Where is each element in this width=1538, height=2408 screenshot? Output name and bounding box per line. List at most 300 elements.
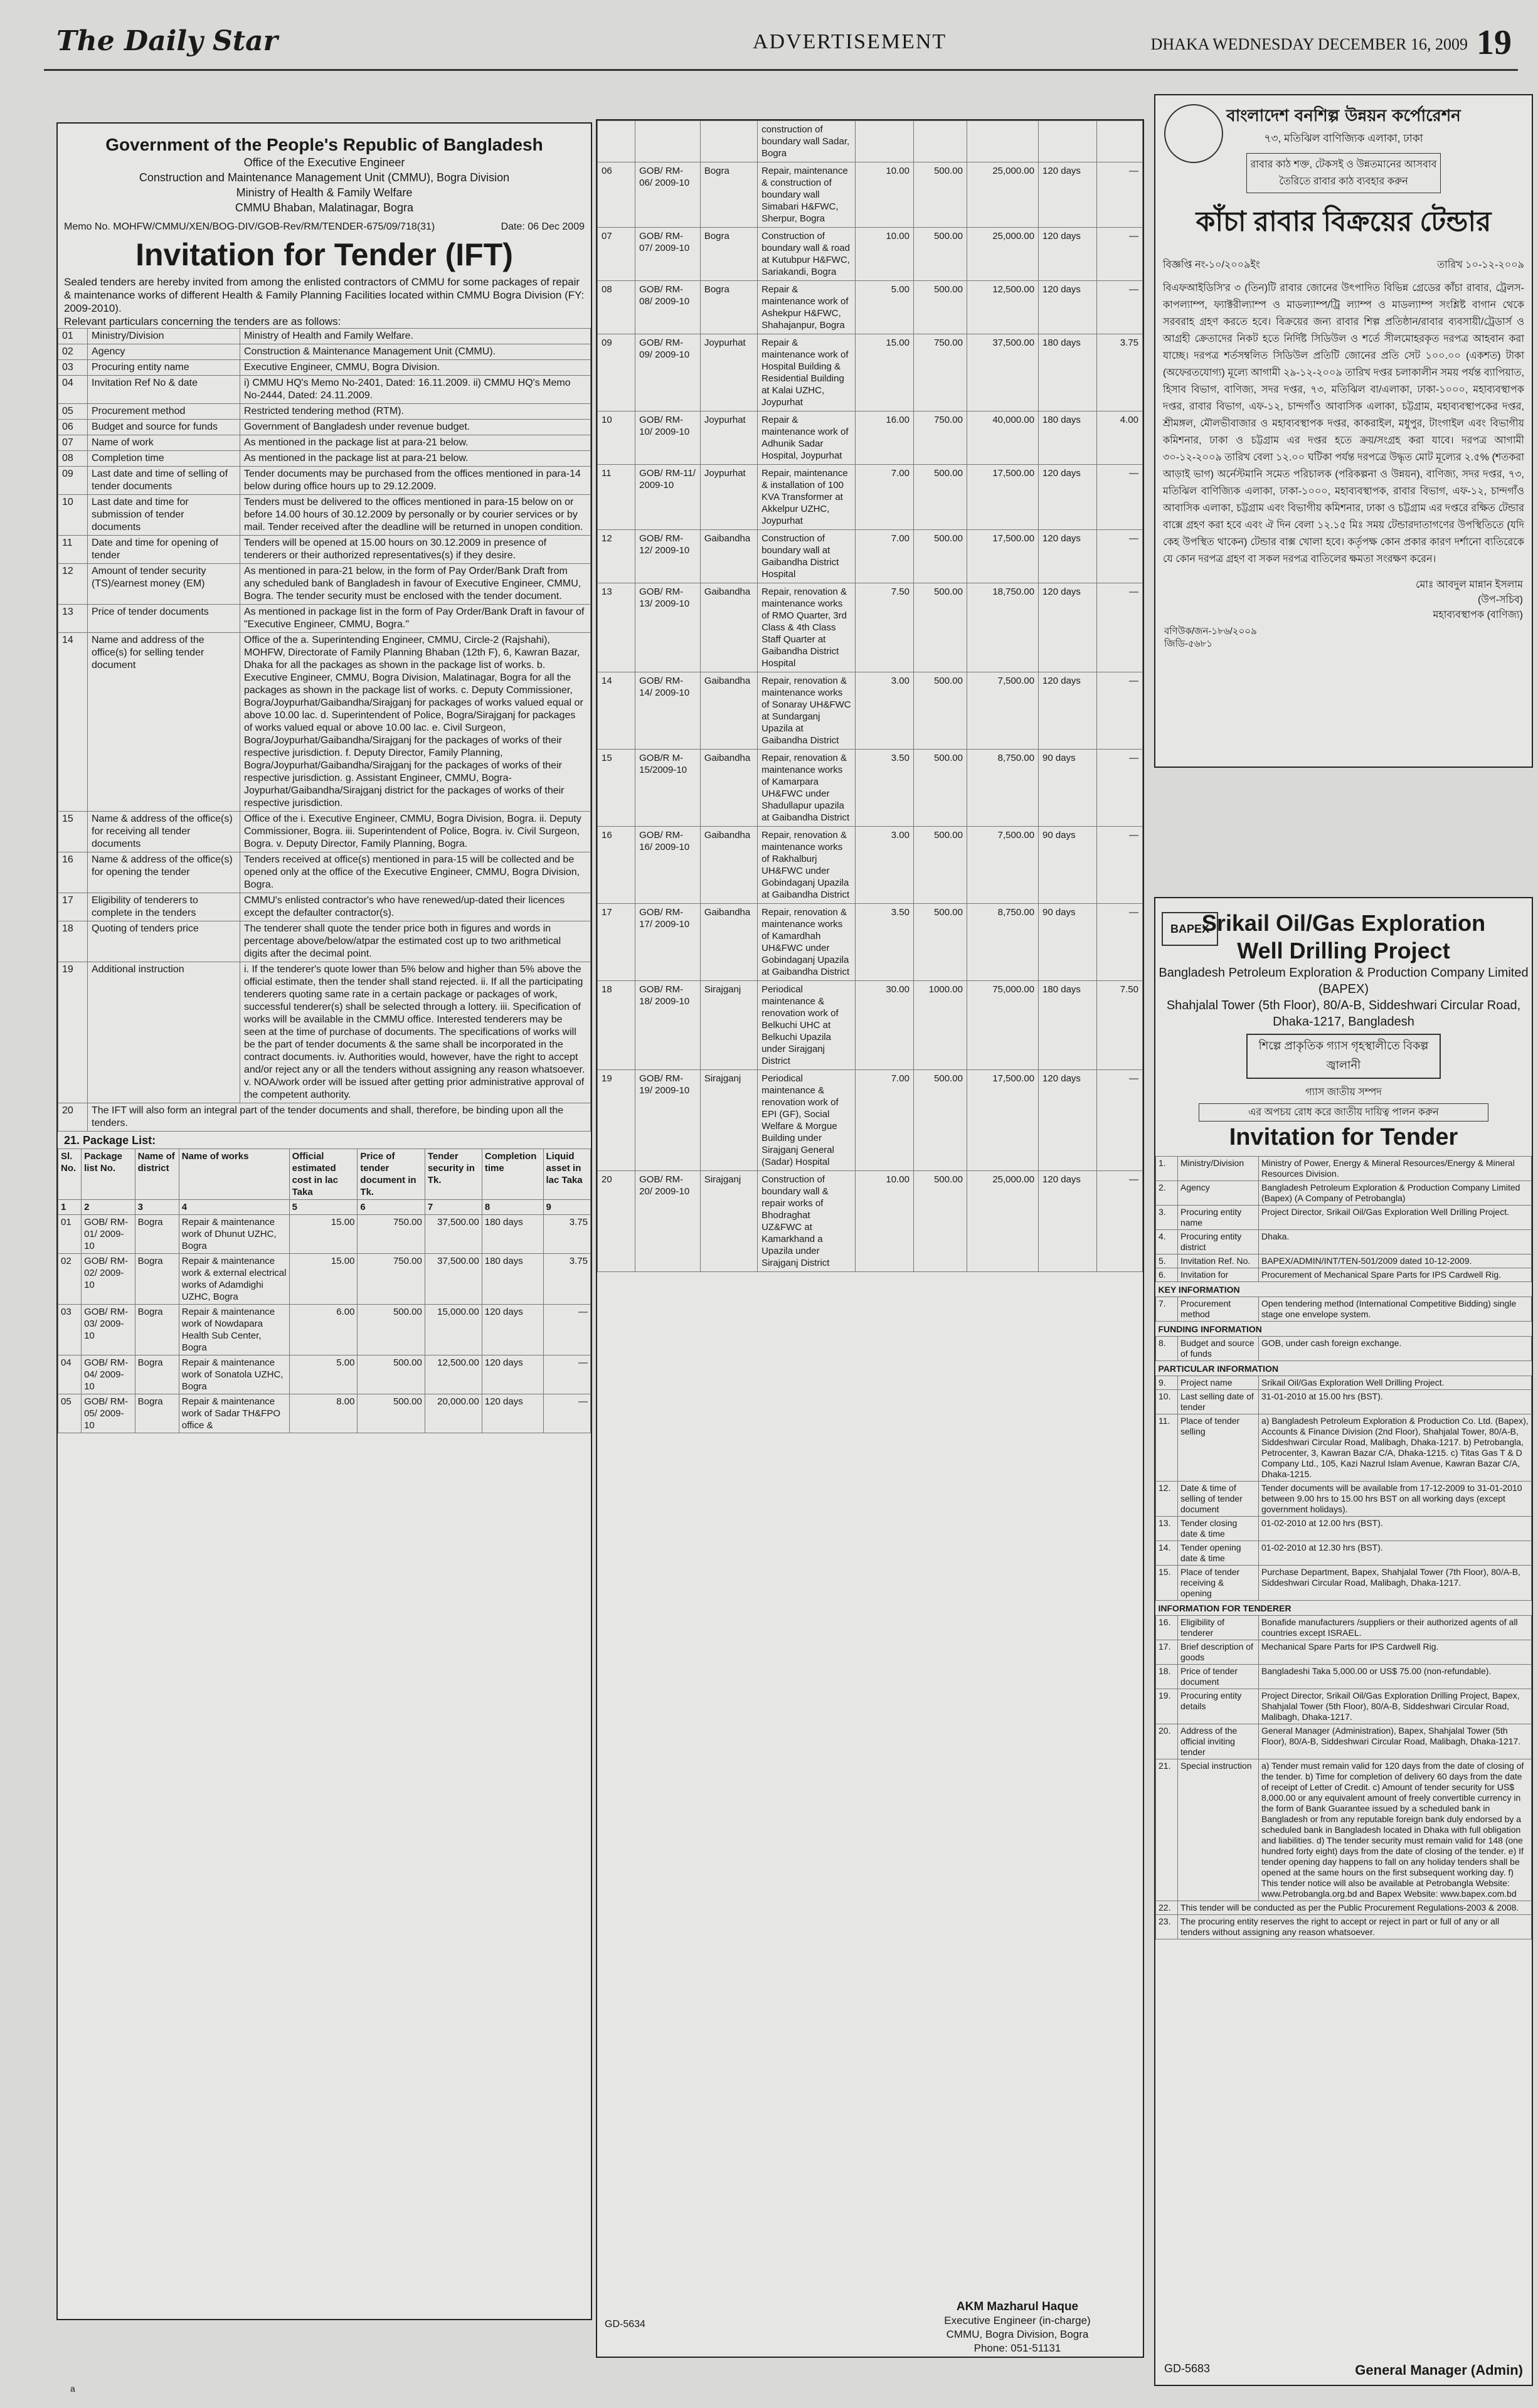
bapex-signer: General Manager (Admin) (1355, 2362, 1523, 2378)
table-cell: — (1097, 1070, 1143, 1171)
row-key: Tender closing date & time (1178, 1517, 1259, 1541)
table-cell: Repair, renovation & maintenance works of RMO Quarter, 3rd Class & 4th Class Staff Quarter at Gaibandha District Hospital (758, 583, 856, 672)
package-list-table (58, 1148, 591, 1433)
ministry-line: Ministry of Health & Family Welfare (236, 186, 413, 199)
row-key: Agency (88, 344, 240, 360)
table-row (598, 981, 1143, 1070)
notice-body: বিএফআইডিসি'র ৩ (তিন)টি রাবার জোনের উৎপাদিত বিভিন্ন গ্রেডের কাঁচা রাবার, ট্রেলস-কাপল্যাম্প, ফ্যাক্টরীল্যাম্প ও মাডল্যাম্প/ট্রি ল্যাম্প ও মাডল্যাম্প সংশ্লিষ্ট বাগান থেকে সরবরাহ গ্রহণ করতে হবে। বিক্রয়ের জন্য রাবার শিল্প প্রতিষ্ঠান/রাবার ব্যবসায়ী/ট্রেডার্স ও আগ্রহী ক্রেতাদের নিকট হতে নির্দিষ্ট সিডিউল ও শর্তে সীলমোহরকৃত দরপত্র আহবান করা যাচ্ছে। দরপত্র শর্তসম্বলিত সিডিউল প্রতিটি জোনের প্রতি সেট ১০০.০০ (একশত) টাকা (অফেরতযোগ্য) মূল্যে আগামী ২৯-১২-২০০৯ তারিখ দপ্তর চলাকালীন সময় পর্যন্ত ব্যাপিয়াত, হিসাব বিভাগ, বাণিজ্য, সদর দপ্তর, ৭৩, মতিঝিল বা/এলাকা, ঢাকা-১০০০, মহাব্যবস্থাপক দপ্তর, রাবার বিভাগ, এফ-১২, চান্দগাঁও আবাসিক এলাকা, চট্টগ্রাম, মহাব্যবস্থাপকের দপ্তর, শ্রীমঙ্গল, মৌলভীবাজার ও মহাব্যবস্থাপক দপ্তর, কাকরাইল, মধুপুর, টাংগাইল এবং বিভাগীয় কমিশনার, ঢাকা ও চট্টগ্রাম এর দপ্তর হতে ক্রয়/সংগ্রহ করা যাবে। দরপত্র আগামী ৩০-১২-২০০৯ তারিখ বেলা ১২.০০ ঘটিকা পর্যন্ত দরপত্রে উদ্ধৃত মোট মূল্যের ২.৫% (শতকরা আড়াই ভাগ) অর্নেস্টমানি সমেত পরিচালক (পরিকল্পনা ও উন্নয়ন), বাণিজ্য, সদর দপ্তর, ৭৩, মতিঝিল বাণিজ্যিক এলাকা, ঢাকা-১০০০, মহাব্যবস্থাপক, রাবার বিভাগ, এফ-১২, চান্দগাঁও আবাসিক এলাকা, চট্টগ্রাম এবং বিভাগীয় কমিশনার, ঢাকা ও চট্টগ্রাম এর দপ্তরে রক্ষিত টেন্ডার বাক্সে গ্রহণ করা হবে এবং ঐ দিন বেলা ১২.১৫ মিঃ সময় টেন্ডারদাতাগণের উপস্থিতিতে (যদি কেহ উপস্থিত থাকেন) টেন্ডার বাক্স খোলা হবে। কর্তৃপক্ষ কোন প্রকার কারণ দর্শানো ব্যতিরেকে যে কোন দরপত্র গ্রহণ বা সকল দরপত্র বাতিলের ক্ষমতা সংরক্ষণ করেন। (1163, 283, 1524, 565)
row-value: Executive Engineer, CMMU, Bogra Division. (240, 360, 591, 376)
row-key: Name of work (88, 435, 240, 451)
row-value: Construction & Maintenance Management Unit (CMMU). (240, 344, 591, 360)
project-title-line-1: Srikail Oil/Gas Exploration (1201, 910, 1486, 936)
table-cell: 18,750.00 (967, 583, 1038, 672)
row-value: Office of the a. Superintending Engineer, CMMU, Circle-2 (Rajshahi), MOHFW, Directorate of Family Planning Bhaban (12th F), 6, Kawran Bazar, Dhaka for all the packages as shown in the package list of works. b. Executive Engineer, CMMU, Bogra Division, Malatinagar, Bogra for all the packages as shown in the package list of works. c. Deputy Commissioner, Bogra/Joypurhat/Gaibandha/Sirajganj for packages of works valued equal or above 10.00 lac. d. Superintendent of Police, Bogra/Sirajganj for packages of works valued equal or above 10.00 lac. e. Civil Surgeon, Bogra/Joypurhat/Gaibandha/Sirajganj for the packages of works of their respective jurisdiction. f. Deputy Director, Family Planning, Bogra/Joypurhat/Gaibandha/Sirajganj for the packages of works of their respective jurisdiction. g. Assistant Engineer, CMMU, Bogra-Joypurhat/Gaibandha/Sirajganj district for the packages of works of their respective jurisdiction. (240, 633, 591, 812)
row-number: 13 (58, 605, 88, 633)
table-row (1156, 1230, 1532, 1254)
row-value: GOB, under cash foreign exchange. (1259, 1337, 1532, 1361)
table-cell: 3.50 (855, 750, 913, 827)
table-row (1156, 1206, 1532, 1230)
table-cell: 500.00 (913, 465, 967, 530)
masthead (44, 19, 1518, 71)
table-cell: GOB/ RM-07/ 2009-10 (635, 228, 701, 281)
memo-row (58, 215, 591, 233)
table-row (598, 1070, 1143, 1171)
table-cell: 15.00 (855, 334, 913, 411)
row-number: 8. (1156, 1337, 1178, 1361)
gd-code: GD-5683 (1164, 2362, 1211, 2375)
table-cell: Bogra (135, 1305, 179, 1355)
row-number: 16 (58, 852, 88, 893)
table-cell: Construction of boundary wall & road at Kutubpur H&FWC, Sariakandi, Bogra (758, 228, 856, 281)
row-number: 14 (58, 633, 88, 812)
corporation-name: বাংলাদেশ বনশিল্প উন্নয়ন কর্পোরেশন (1226, 107, 1461, 125)
table-cell: 120 days (482, 1355, 543, 1394)
bapex-address: Shahjalal Tower (5th Floor), 80/A-B, Siddeshwari Circular Road, Dhaka-1217, Bangladesh (1166, 999, 1521, 1029)
ift-particulars-table (58, 328, 591, 1132)
table-cell: 8,750.00 (967, 750, 1038, 827)
column-index: 1 (58, 1200, 82, 1215)
table-cell: GOB/ RM-20/ 2009-10 (635, 1171, 701, 1272)
table-cell: 3.75 (543, 1215, 591, 1254)
table-cell: 120 days (1039, 1070, 1097, 1171)
table-cell: 25,000.00 (967, 228, 1038, 281)
table-row (58, 420, 591, 435)
table-row (598, 530, 1143, 583)
row-value: As mentioned in package list in the form of Pay Order/Bank Draft in favour of "Executive Engineer, CMMU, Bogra." (240, 605, 591, 633)
table-cell: 120 days (482, 1394, 543, 1433)
table-cell: Gaibandha (700, 583, 757, 672)
row-value: i) CMMU HQ's Memo No-2401, Dated: 16.11.2009. ii) CMMU HQ's Memo No-2444, Dated: 24.11.2009. (240, 376, 591, 404)
table-row (58, 893, 591, 921)
table-row (598, 904, 1143, 981)
table-cell: Repair, maintenance & construction of boundary wall Simabari H&FWC, Sherpur, Bogra (758, 162, 856, 228)
table-cell: 20 (598, 1171, 635, 1272)
table-cell: 90 days (1039, 827, 1097, 904)
row-key: Date and time for opening of tender (88, 536, 240, 564)
table-cell: 7.00 (855, 530, 913, 583)
table-cell: Bogra (700, 228, 757, 281)
table-row (598, 1171, 1143, 1272)
rubber-tender-advertisement (1154, 94, 1533, 768)
table-cell: Bogra (135, 1355, 179, 1394)
corporation-seal-icon (1164, 104, 1223, 163)
row-number: 20. (1156, 1724, 1178, 1759)
column-header: Official estimated cost in lac Taka (289, 1149, 358, 1200)
corporation-address: ৭৩, মতিঝিল বাণিজ্যিক এলাকা, ঢাকা (1264, 132, 1423, 144)
table-cell: 90 days (1039, 750, 1097, 827)
table-cell: 25,000.00 (967, 162, 1038, 228)
gd-code: GD-5634 (605, 2319, 645, 2330)
table-cell: 8.00 (289, 1394, 358, 1433)
row-number: 05 (58, 404, 88, 420)
table-row (58, 921, 591, 962)
row-number: 6. (1156, 1268, 1178, 1282)
package-header-row (58, 1149, 591, 1200)
table-cell: 3.50 (855, 904, 913, 981)
table-cell: GOB/ RM-05/ 2009-10 (82, 1394, 135, 1433)
table-cell: 3.00 (855, 672, 913, 750)
newspaper-logo: The Daily Star (56, 25, 278, 57)
row-value: Project Director, Srikail Oil/Gas Exploration Drilling Project, Bapex, Shahjalal Tower (5th Floor), 80/A-B, Siddeshwari Circular Road, Malibagh, Dhaka-1217. (1259, 1689, 1532, 1724)
table-row (58, 360, 591, 376)
section-label: FUNDING INFORMATION (1158, 1324, 1262, 1334)
row-key: Procuring entity district (1178, 1230, 1259, 1254)
table-cell: 500.00 (913, 281, 967, 334)
table-cell: — (1097, 465, 1143, 530)
table-cell: Repair & maintenance work of Sonatola UZHC, Bogra (179, 1355, 289, 1394)
table-cell: 7,500.00 (967, 672, 1038, 750)
section-label: PARTICULAR INFORMATION (1158, 1364, 1279, 1374)
table-cell: 10 (598, 411, 635, 465)
row-value: The IFT will also form an integral part of the tender documents and shall, therefore, be binding upon all the tenders. (88, 1103, 591, 1132)
row-number: 02 (58, 344, 88, 360)
row-value: i. If the tenderer's quote lower than 5% below and higher than 5% above the official estimate, then the tender shall stand rejected. ii. If all the participating tenderers quoting same rate in a certain package or packages of work, successful tenderer(s) shall be selected through a lottery. iii. Specification of works will be available in the CMMU office. Interested tenderers may be seen at the time of purchase of documents. The specifications of works will be the part of tender documents & the same shall be incorporated in the contract documents. iv. Authorities would, however, have the right to accept and/or reject any or all the tenders without assigning any reason whatsoever. v. NOA/work order will be issued after getting prior administrative approval of the competent authority. (240, 962, 591, 1103)
row-value: BAPEX/ADMIN/INT/TEN-501/2009 dated 10-12-2009. (1259, 1254, 1532, 1268)
row-key: Last date and time for submission of tender documents (88, 495, 240, 536)
row-key: Invitation Ref. No. (1178, 1254, 1259, 1268)
table-cell: 12,500.00 (425, 1355, 482, 1394)
row-value: Tenders must be delivered to the offices mentioned in para-15 below on or before 14.00 hours of 30.12.2009 by personally or by courier services or by mail. Tender received after the deadline will be returned in unopen condition. (240, 495, 591, 536)
ift-advertisement (56, 122, 592, 2320)
table-cell: 20,000.00 (425, 1394, 482, 1433)
row-key: Place of tender receiving & opening (1178, 1566, 1259, 1601)
table-cell: 10.00 (855, 228, 913, 281)
row-key: Last selling date of tender (1178, 1390, 1259, 1414)
row-value: Bonafide manufacturers /suppliers or their authorized agents of all countries except ISRAEL. (1259, 1616, 1532, 1640)
table-cell: — (1097, 530, 1143, 583)
dateline: DHAKA WEDNESDAY DECEMBER 16, 2009 (1150, 35, 1468, 53)
table-row (598, 465, 1143, 530)
table-row (1156, 1376, 1532, 1390)
table-cell: GOB/ RM-16/ 2009-10 (635, 827, 701, 904)
table-row (1156, 1566, 1532, 1601)
table-cell: 120 days (1039, 228, 1097, 281)
row-key: Eligibility of tenderers to complete in the tenders (88, 893, 240, 921)
signer-title: Executive Engineer (in-charge) (944, 2315, 1091, 2326)
row-number: 12 (58, 564, 88, 605)
row-number: 21. (1156, 1759, 1178, 1901)
table-cell: 06 (598, 162, 635, 228)
row-number: 1. (1156, 1157, 1178, 1181)
column-index: 9 (543, 1200, 591, 1215)
table-cell: 14 (598, 672, 635, 750)
table-row (1156, 1254, 1532, 1268)
table-cell: 15,000.00 (425, 1305, 482, 1355)
table-cell: 7.50 (855, 583, 913, 672)
table-row (58, 812, 591, 852)
row-number: 08 (58, 451, 88, 467)
table-cell: GOB/ RM-06/ 2009-10 (635, 162, 701, 228)
table-cell: 3.75 (1097, 334, 1143, 411)
table-cell: 6.00 (289, 1305, 358, 1355)
row-key: Procurement method (88, 404, 240, 420)
table-cell: 07 (598, 228, 635, 281)
table-cell: 5.00 (289, 1355, 358, 1394)
column-index: 2 (82, 1200, 135, 1215)
table-cell: 30.00 (855, 981, 913, 1070)
table-cell: Repair, renovation & maintenance works of Rakhalburj UH&FWC under Gobindaganj Upazila at Gaibandha District (758, 827, 856, 904)
row-value: Ministry of Power, Energy & Mineral Resources/Energy & Mineral Resources Division. (1259, 1157, 1532, 1181)
row-value: Government of Bangladesh under revenue budget. (240, 420, 591, 435)
table-cell: 5.00 (855, 281, 913, 334)
signer-title: মহাব্যবস্থাপক (বাণিজ্য) (1433, 610, 1523, 620)
table-cell: Repair & maintenance work of Nowdapara Health Sub Center, Bogra (179, 1305, 289, 1355)
row-number: 10 (58, 495, 88, 536)
memo-date: Date: 06 Dec 2009 (501, 221, 585, 232)
table-row (58, 404, 591, 420)
table-row (1156, 1640, 1532, 1665)
table-cell: 10.00 (855, 1171, 913, 1272)
row-number: 5. (1156, 1254, 1178, 1268)
table-row (598, 281, 1143, 334)
row-key: Procuring entity name (88, 360, 240, 376)
table-cell: GOB/ RM-03/ 2009-10 (82, 1305, 135, 1355)
row-value: Purchase Department, Bapex, Shahjalal Tower (7th Floor), 80/A-B, Siddeshwari Circular Road, Malibagh, Dhaka-1217. (1259, 1566, 1532, 1601)
column-header: Name of district (135, 1149, 179, 1200)
row-number: 7. (1156, 1297, 1178, 1322)
table-cell: — (1097, 672, 1143, 750)
table-cell: 17,500.00 (967, 530, 1038, 583)
table-cell: GOB/ RM-19/ 2009-10 (635, 1070, 701, 1171)
memo-number: Memo No. MOHFW/CMMU/XEN/BOG-DIV/GOB-Rev/RM/TENDER-675/09/718(31) (64, 221, 435, 232)
table-cell: 15 (598, 750, 635, 827)
package-list-continuation (596, 119, 1144, 2358)
table-cell: 500.00 (913, 1070, 967, 1171)
package-continuation-table (597, 120, 1143, 1272)
table-cell: — (1097, 583, 1143, 672)
table-row (58, 344, 591, 360)
row-number: 22. (1156, 1901, 1178, 1915)
column-index: 4 (179, 1200, 289, 1215)
section-row (1156, 1282, 1532, 1297)
row-value: 01-02-2010 at 12.00 hrs (BST). (1259, 1517, 1532, 1541)
table-cell: 08 (598, 281, 635, 334)
gas-slogan: গ্যাস জাতীয় সম্পদ (1305, 1087, 1382, 1098)
table-cell: 120 days (1039, 530, 1097, 583)
table-cell: Construction of boundary wall at Gaibandha District Hospital (758, 530, 856, 583)
row-key: Procuring entity name (1178, 1206, 1259, 1230)
table-cell: 17,500.00 (967, 1070, 1038, 1171)
table-cell: 120 days (482, 1305, 543, 1355)
table-cell: 7,500.00 (967, 827, 1038, 904)
table-cell: 16 (598, 827, 635, 904)
row-key: Ministry/Division (1178, 1157, 1259, 1181)
row-key: Project name (1178, 1376, 1259, 1390)
row-value: Tenders will be opened at 15.00 hours on 30.12.2009 in presence of tenderers or their authorized representatives(s) if they desire. (240, 536, 591, 564)
table-cell: Repair & maintenance work of Hospital Building & Residential Building at Kalai UZHC, Joypurhat (758, 334, 856, 411)
table-cell: Joypurhat (700, 411, 757, 465)
bhaban-line: CMMU Bhaban, Malatinagar, Bogra (235, 201, 414, 214)
table-row (58, 962, 591, 1103)
table-cell: 15.00 (289, 1254, 358, 1305)
table-cell: 3.75 (543, 1254, 591, 1305)
table-cell: 500.00 (358, 1394, 425, 1433)
table-cell: 120 days (1039, 583, 1097, 672)
table-row (1156, 1337, 1532, 1361)
table-row (58, 376, 591, 404)
row-value: Ministry of Health and Family Welfare. (240, 329, 591, 344)
table-cell: Repair & maintenance work of Adhunik Sadar Hospital, Joypurhat (758, 411, 856, 465)
row-key: Place of tender selling (1178, 1414, 1259, 1482)
table-cell: 19 (598, 1070, 635, 1171)
row-key: Budget and source for funds (88, 420, 240, 435)
table-row (58, 852, 591, 893)
table-cell: 120 days (1039, 672, 1097, 750)
table-cell: 120 days (1039, 465, 1097, 530)
table-cell: 120 days (1039, 1171, 1097, 1272)
table-cell: 25,000.00 (967, 1171, 1038, 1272)
row-key: Agency (1178, 1181, 1259, 1206)
column-header: Price of tender document in Tk. (358, 1149, 425, 1200)
row-value: Restricted tendering method (RTM). (240, 404, 591, 420)
table-cell: 500.00 (913, 228, 967, 281)
table-cell: 37,500.00 (967, 334, 1038, 411)
column-index: 8 (482, 1200, 543, 1215)
table-row (1156, 1541, 1532, 1566)
table-cell: 500.00 (913, 750, 967, 827)
row-number: 3. (1156, 1206, 1178, 1230)
table-cell: 37,500.00 (425, 1254, 482, 1305)
row-number: 12. (1156, 1482, 1178, 1517)
table-cell: 500.00 (913, 827, 967, 904)
table-cell: Repair & maintenance work of Dhunut UZHC, Bogra (179, 1215, 289, 1254)
row-key: Eligibility of tenderer (1178, 1616, 1259, 1640)
row-key: Name & address of the office(s) for opening the tender (88, 852, 240, 893)
row-key: Name & address of the office(s) for receiving all tender documents (88, 812, 240, 852)
table-cell: 12,500.00 (967, 281, 1038, 334)
table-cell: — (1097, 281, 1143, 334)
table-cell: 500.00 (358, 1355, 425, 1394)
row-value: General Manager (Administration), Bapex, Shahjalal Tower (5th Floor), 80/A-B, Siddeshwari Circular Road, Malibagh, Dhaka-1217. (1259, 1724, 1532, 1759)
table-row (58, 451, 591, 467)
table-cell: 500.00 (913, 1171, 967, 1272)
table-cell: 500.00 (358, 1305, 425, 1355)
table-cell: Bogra (135, 1394, 179, 1433)
row-number: 16. (1156, 1616, 1178, 1640)
project-title-line-2: Well Drilling Project (1237, 938, 1450, 963)
row-number: 4. (1156, 1230, 1178, 1254)
ift-signature (898, 2300, 1137, 2355)
table-cell: GOB/ RM-12/ 2009-10 (635, 530, 701, 583)
row-key: Budget and source of funds (1178, 1337, 1259, 1361)
table-row (58, 495, 591, 536)
row-number: 18 (58, 921, 88, 962)
table-cell: 15.00 (289, 1215, 358, 1254)
row-number: 15 (58, 812, 88, 852)
row-number: 18. (1156, 1665, 1178, 1689)
section-label: KEY INFORMATION (1158, 1285, 1240, 1295)
table-cell: 11 (598, 465, 635, 530)
table-row (1156, 1517, 1532, 1541)
table-cell: Bogra (135, 1254, 179, 1305)
row-value: 31-01-2010 at 15.00 hrs (BST). (1259, 1390, 1532, 1414)
row-value: Tender documents may be purchased from the offices mentioned in para-14 below during office hours up to 29.12.2009. (240, 467, 591, 495)
ift-title: Invitation for Tender (IFT) (135, 237, 513, 272)
table-row (58, 1103, 591, 1132)
row-value: Srikail Oil/Gas Exploration Well Drilling Project. (1259, 1376, 1532, 1390)
row-key: Price of tender document (1178, 1665, 1259, 1689)
row-value: As mentioned in the package list at para-21 below. (240, 451, 591, 467)
table-row (1156, 1297, 1532, 1322)
row-value: Tender documents will be available from 17-12-2009 to 31-01-2010 between 9.00 hrs to 15.00 hrs BST on all working days (except government holidays). (1259, 1482, 1532, 1517)
row-value: As mentioned in para-21 below, in the form of Pay Order/Bank Draft from any scheduled bank of Bangladesh in favour of Executive Engineer, CMMU, Bogra. The tender security must be enclosed with the tender document. (240, 564, 591, 605)
table-cell: Gaibandha (700, 750, 757, 827)
table-cell: GOB/R M-15/2009-10 (635, 750, 701, 827)
table-row (1156, 1616, 1532, 1640)
table-cell: Sirajganj (700, 1070, 757, 1171)
row-number: 04 (58, 376, 88, 404)
table-cell: 180 days (1039, 411, 1097, 465)
row-number: 15. (1156, 1566, 1178, 1601)
row-key: Quoting of tenders price (88, 921, 240, 962)
bapex-tender-advertisement (1154, 897, 1533, 2386)
table-cell: GOB/ RM-08/ 2009-10 (635, 281, 701, 334)
ift-intro: Sealed tenders are hereby invited from among the enlisted contractors of CMMU for some packages of repair & maintenance works of different Health & Family Planning Facilities located within CMMU Bogra Division (FY: 2009-2010). (64, 276, 585, 314)
table-cell: 180 days (482, 1215, 543, 1254)
table-cell: Construction of boundary wall & repair works of Bhodraghat UZ&FWC at Kamarkhand a Upazila under Sirajganj District (758, 1171, 856, 1272)
table-cell: Gaibandha (700, 672, 757, 750)
table-cell: GOB/ RM-04/ 2009-10 (82, 1355, 135, 1394)
row-number: 03 (58, 360, 88, 376)
footer-mark: a (70, 2384, 75, 2394)
table-cell: 7.50 (1097, 981, 1143, 1070)
column-index: 6 (358, 1200, 425, 1215)
notice-reference (1155, 623, 1532, 653)
table-cell: — (1097, 750, 1143, 827)
row-number: 2. (1156, 1181, 1178, 1206)
table-row (1156, 1665, 1532, 1689)
row-key: Special instruction (1178, 1759, 1259, 1901)
section-row (1156, 1361, 1532, 1376)
table-cell: GOB/ RM-14/ 2009-10 (635, 672, 701, 750)
bapex-signature-row (1155, 2362, 1532, 2379)
table-cell: Bogra (700, 162, 757, 228)
row-key: Name and address of the office(s) for selling tender document (88, 633, 240, 812)
table-row (58, 329, 591, 344)
table-cell: Repair & maintenance work & external electrical works of Adamdighi UZHC, Bogra (179, 1254, 289, 1305)
section-row (1156, 1601, 1532, 1616)
section-row (1156, 1322, 1532, 1337)
table-row (598, 827, 1143, 904)
table-cell: 37,500.00 (425, 1215, 482, 1254)
gas-slogan-box: শিল্পে প্রাকৃতিক গ্যাস গৃহস্থালীতে বিকল্প জ্বালানী (1246, 1034, 1441, 1079)
table-cell: GOB/ RM-09/ 2009-10 (635, 334, 701, 411)
table-row (598, 750, 1143, 827)
row-key: Last date and time of selling of tender documents (88, 467, 240, 495)
table-row (1156, 1482, 1532, 1517)
row-value: This tender will be conducted as per the Public Procurement Regulations-2003 & 2008. (1178, 1901, 1532, 1915)
table-cell: — (1097, 904, 1143, 981)
table-row (1156, 1157, 1532, 1181)
table-row (1156, 1724, 1532, 1759)
column-header: Package list No. (82, 1149, 135, 1200)
table-row (58, 1305, 591, 1355)
table-row (1156, 1759, 1532, 1901)
table-cell: 180 days (1039, 981, 1097, 1070)
table-row (58, 536, 591, 564)
row-key: Additional instruction (88, 962, 240, 1103)
row-number: 11. (1156, 1414, 1178, 1482)
table-cell: 750.00 (913, 334, 967, 411)
table-cell: Sirajganj (700, 1171, 757, 1272)
table-cell: 10.00 (855, 162, 913, 228)
table-cell: 09 (598, 334, 635, 411)
table-cell: — (1097, 228, 1143, 281)
table-cell: Periodical maintenance & renovation work of Belkuchi UHC at Belkuchi Upazila under Sirajganj District (758, 981, 856, 1070)
row-number: 06 (58, 420, 88, 435)
table-cell: — (543, 1355, 591, 1394)
table-cell: 05 (58, 1394, 82, 1433)
